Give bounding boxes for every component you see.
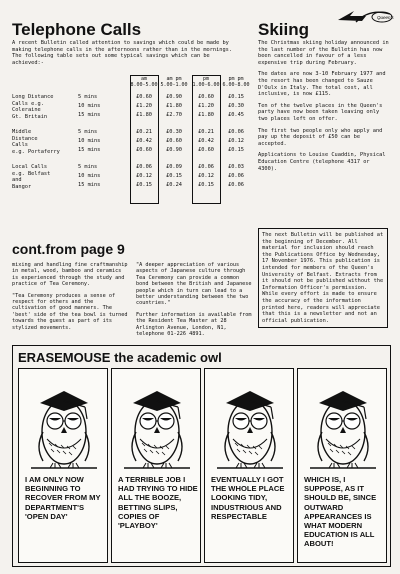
rate-cell: £0.15 <box>166 172 182 179</box>
group-label: Gt. Britain <box>12 113 48 120</box>
skiing-text <box>258 40 390 177</box>
rate-cell: £0.42 <box>198 137 214 144</box>
rate-cell: £1.80 <box>198 111 214 118</box>
rate-cell: £0.06 <box>228 172 244 179</box>
rate-cell: £1.80 <box>136 111 152 118</box>
cont-title: cont.from page 9 <box>12 241 125 257</box>
queens-logo <box>336 6 394 26</box>
duration-cell: 15 mins <box>78 181 101 188</box>
skiing-title: Skiing <box>258 20 310 39</box>
comic-caption: EVENTUALLY I GOT THE WHOLE PLACE LOOKING TIDY, INDUSTRIOUS AND RESPECTABLE <box>211 475 285 521</box>
cont-paragraph: Further information is available from the Resident Tea Master at 28 Arlington Avenue, London, N1, telephone 01-226 4891. <box>136 311 252 338</box>
comic-caption: I AM ONLY NOW BEGINNING TO RECOVER FROM MY DEPARTMENT'S 'OPEN DAY' <box>25 475 101 521</box>
rate-cell: £1.80 <box>166 102 182 109</box>
rate-cell: £0.12 <box>228 137 244 144</box>
rate-cell: £0.06 <box>228 181 244 188</box>
group-label: Bangor <box>12 183 32 190</box>
rate-cell: £0.06 <box>228 129 244 135</box>
rate-cell: £1.20 <box>198 102 214 109</box>
group-label: Distance <box>12 135 38 142</box>
comic-caption: WHICH IS, I SUPPOSE, AS IT SHOULD BE, SINCE OUTWARD APPEARANCES IS WHAT MODERN EDUCATION IS ALL ABOUT! <box>304 475 377 549</box>
rate-cell: £0.45 <box>228 111 244 118</box>
table-header: pm <box>202 76 210 82</box>
rate-cell: £0.90 <box>166 146 182 153</box>
comic-panel-4 <box>297 368 387 563</box>
rate-cell: £0.12 <box>136 172 152 179</box>
group-label: e.g. Portaferry <box>12 148 60 155</box>
owl-icon <box>31 377 97 469</box>
rate-cell: £0.21 <box>198 129 214 135</box>
comic-panel-1 <box>18 368 108 563</box>
rate-cell: £0.42 <box>136 137 152 144</box>
skiing-paragraph: Applications to Louise Cuaddin, Physical Education Centre (telephone 4317 or 4300). <box>258 152 386 172</box>
logo-text: Queen's <box>377 15 394 20</box>
rate-cell: £0.12 <box>198 172 214 179</box>
cont-paragraph: mixing and handling fine craftmanship in metal, wood, bamboo and ceramics is experienced through the study and practice of Tea Ceremony. <box>12 262 128 288</box>
owl-icon <box>217 377 283 469</box>
rate-cell: £2.70 <box>166 111 182 118</box>
rate-cell: £0.21 <box>136 129 152 135</box>
cont-paragraph: "Tea Ceremony produces a sense of respect for others and the cultivation of good manners. The 'best' side of the tea bowl is turned towards the guest as part of its stylized movements. <box>12 292 128 331</box>
table-header: 5.00-1.00 <box>160 82 188 88</box>
group-label: e.g. Belfast <box>12 170 51 177</box>
group-label: Middle <box>12 129 32 135</box>
rate-cell: £0.60 <box>136 146 152 153</box>
comic-panel-3 <box>204 368 294 563</box>
rate-cell: £0.06 <box>198 164 214 170</box>
table-header: am <box>140 76 148 82</box>
rate-cell: £0.15 <box>228 146 244 153</box>
skiing-paragraph: The dates are now 3-10 February 1977 and the resort has been changed to Sauze D'Oulx in Italy. The total cost, all inclusive, is now £115. <box>258 71 386 98</box>
table-header: am pm <box>166 76 182 82</box>
group-label: Coleraine <box>12 107 41 114</box>
table-header: 6.00-8.00 <box>222 82 250 88</box>
rate-cell: £0.15 <box>136 181 152 188</box>
duration-cell: 10 mins <box>78 102 101 109</box>
table-header: pm pm <box>228 76 244 82</box>
skiing-paragraph: The first two people only who apply and pay up the deposit of £50 can be accepted. <box>258 127 383 147</box>
rate-cell: £0.60 <box>166 137 182 144</box>
cont-paragraph: "A deeper appreciation of various aspects of Japanese culture through Tea Ceremony can provide a common bond between the British and Japanese people which in turn can lead to a better understanding between the two countries." <box>136 262 252 307</box>
duration-cell: 5 mins <box>78 164 98 170</box>
rate-cell: £0.30 <box>228 102 244 109</box>
rate-cell: £1.20 <box>136 102 152 109</box>
rate-cell: £0.30 <box>166 129 182 135</box>
telephone-title: Telephone Calls <box>12 20 142 39</box>
duration-cell: 15 mins <box>78 111 101 118</box>
owl-icon <box>124 377 190 469</box>
group-label: Long Distance <box>12 94 54 100</box>
duration-cell: 5 mins <box>78 94 98 100</box>
table-header: 8.00-5.00 <box>130 82 158 88</box>
group-label: Calls e.g. <box>12 100 44 107</box>
telephone-intro: A recent Bulletin called attention to savings which could be made by making telephone calls in the afternoons rather than in the mornings. The following table sets out some typical savings which can be achieved:- <box>12 40 233 66</box>
rate-cell: £0.90 <box>166 94 182 100</box>
group-label: and <box>12 177 22 184</box>
rate-cell: £0.15 <box>198 181 214 188</box>
comic-caption: A TERRIBLE JOB I HAD TRYING TO HIDE ALL THE BOOZE, BETTING SLIPS, COPIES OF 'PLAYBOY' <box>118 475 198 531</box>
rate-cell: £0.60 <box>136 94 152 100</box>
table-header: 1.00-6.00 <box>192 82 220 88</box>
rate-cell: £0.15 <box>228 94 244 100</box>
rate-cell: £0.06 <box>136 164 152 170</box>
skiing-paragraph: Ten of the twelve places in the Queen's party have now been taken leaving only two places left on offer. <box>258 102 383 122</box>
rate-cell: £0.09 <box>166 164 182 170</box>
rate-cell: £0.60 <box>198 94 214 100</box>
owl-icon <box>310 377 376 469</box>
duration-cell: 5 mins <box>78 129 98 135</box>
duration-cell: 10 mins <box>78 137 101 144</box>
comic-title: ERASEMOUSE the academic owl <box>18 350 222 365</box>
cont-column-2 <box>136 262 252 342</box>
comic-panel-2 <box>111 368 201 563</box>
rate-cell: £0.03 <box>228 164 244 170</box>
group-label: Local Calls <box>12 164 48 170</box>
rate-cell: £0.60 <box>198 146 214 153</box>
skiing-paragraph: The Christmas skiing holiday announced in the last number of the Bulletin has now been cancelled in favour of a less expensive trip during February. <box>258 40 389 66</box>
duration-cell: 15 mins <box>78 146 101 153</box>
bulletin-note: The next Bulletin will be published at the beginning of December. All material for inclusion should reach the Publications Office by Wednesday, 17 November 1976. This publication is intended for members of the Queen's University of Belfast. Extracts from it should not be published without the Information Officer's permission. While every effort is made to ensure the accuracy of the information printed here, readers will appreciate that this is a newsletter and not an official publication. <box>258 228 388 328</box>
duration-cell: 10 mins <box>78 172 101 179</box>
group-label: Calls <box>12 142 28 149</box>
rate-cell: £0.24 <box>166 181 182 188</box>
cont-column-1 <box>12 262 130 336</box>
